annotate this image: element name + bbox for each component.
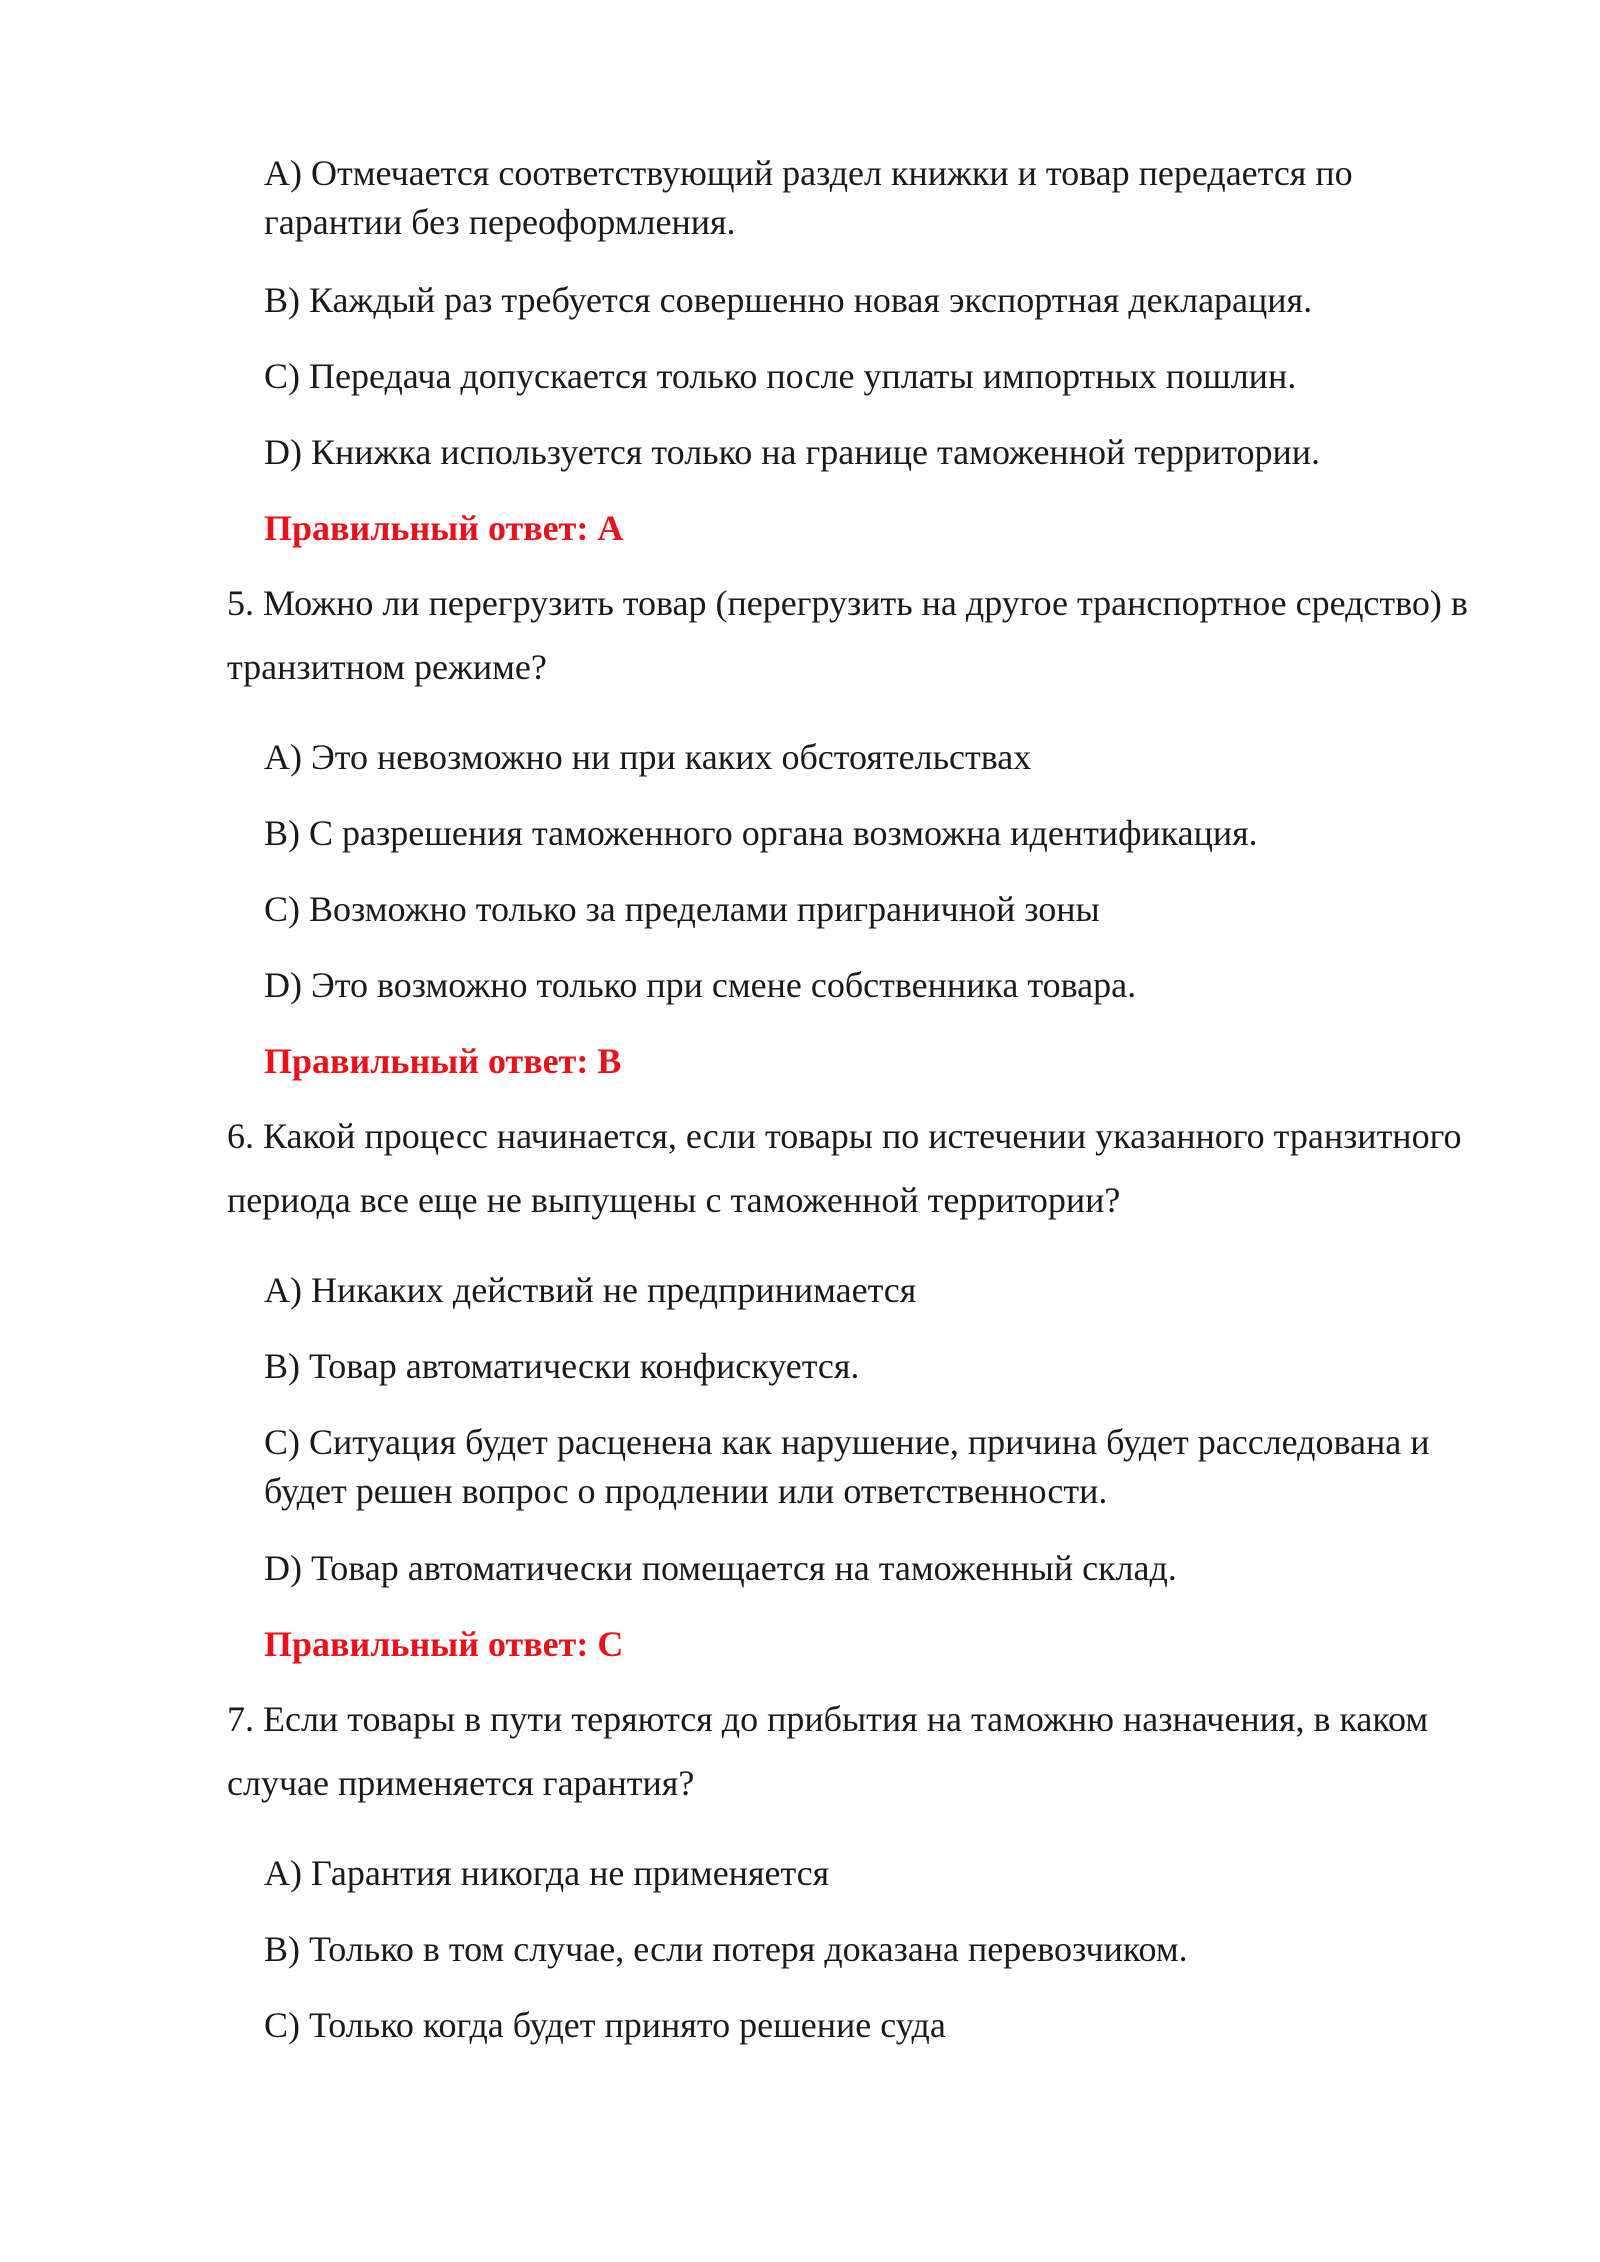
answer-option: B) Только в том случае, если потеря доказана перевозчиком. [264, 1929, 1188, 1969]
correct-answer: Правильный ответ: A [264, 508, 624, 548]
answer-option: B) С разрешения таможенного органа возможна идентификация. [264, 813, 1258, 853]
question-text: 6. Какой процесс начинается, если товары по истечении указанного транзитного периода все еще не выпущены с таможенной территории? [227, 1116, 1462, 1220]
answer-option: C) Возможно только за пределами приграничной зоны [264, 889, 1100, 929]
question-text: 5. Можно ли перегрузить товар (перегрузить на другое транспортное средство) в транзитном режиме? [227, 583, 1468, 687]
answer-option: A) Это невозможно ни при каких обстоятельствах [264, 737, 1032, 777]
answer-option: C) Передача допускается только после уплаты импортных пошлин. [264, 356, 1297, 396]
answer-option: B) Каждый раз требуется совершенно новая экспортная декларация. [264, 280, 1313, 320]
question-text: 7. Если товары в пути теряются до прибытия на таможню назначения, в каком случае применяется гарантия? [227, 1699, 1429, 1803]
answer-option: D) Книжка используется только на границе таможенной территории. [264, 432, 1320, 472]
answer-option: B) Товар автоматически конфискуется. [264, 1346, 860, 1386]
answer-option: A) Гарантия никогда не применяется [264, 1853, 830, 1893]
correct-answer: Правильный ответ: C [264, 1624, 624, 1664]
answer-option: A) Отмечается соответствующий раздел книжки и товар передается по гарантии без переоформления. [264, 153, 1353, 242]
answer-option: C) Только когда будет принято решение суда [264, 2005, 946, 2045]
answer-option: A) Никаких действий не предпринимается [264, 1270, 917, 1310]
answer-option: C) Ситуация будет расценена как нарушение, причина будет расследована и будет решен вопрос о продлении или ответственности. [264, 1422, 1430, 1511]
correct-answer: Правильный ответ: B [264, 1041, 622, 1081]
answer-option: D) Товар автоматически помещается на таможенный склад. [264, 1548, 1177, 1588]
answer-option: D) Это возможно только при смене собственника товара. [264, 965, 1137, 1005]
